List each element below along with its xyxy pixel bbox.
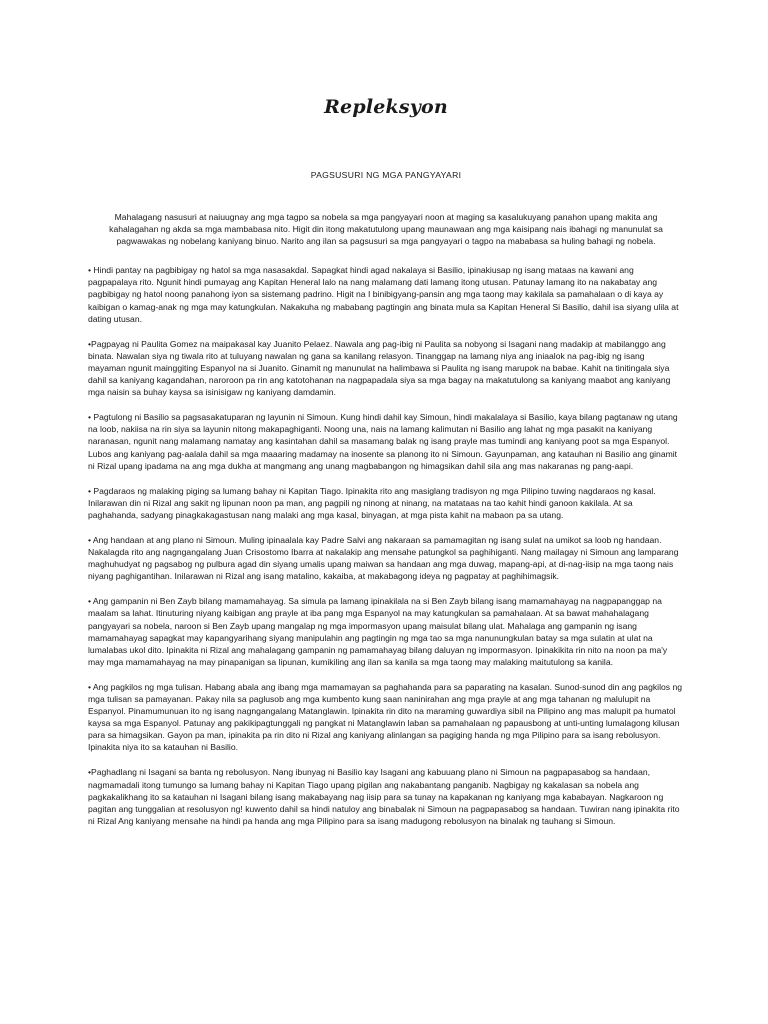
intro-paragraph: Mahalagang nasusuri at naiuugnay ang mga tagpo sa nobela sa mga pangyayari noon at maging sa kasalukuyang panahon upang makita ang kahalagahan ng akda sa mga mambabasa nito. Higit din itong makatutulong upang maunawaan ang mga kaisipang nais ibahagi ng manunulat sa pagwawakas ng nobelang kaniyang binuo. Narito ang ilan sa pagsusuri sa mga pangyayari o tagpo na mababasa sa huling bahagi ng nobela.: [109, 212, 663, 247]
analysis-paragraph-1: • Hindi pantay na pagbibigay ng hatol sa mga nasasakdal. Sapagkat hindi agad nakalaya si Basilio, ipinakiusap ng isang mataas na kawani ang pagpapalaya rito. Ngunit hindi pumayag ang Kapitan Heneral lalo na nang malamang dati lamang itong utusan. Patunay lamang ito na nakabatay ang pagbibigay ng hatol noong panahong iyon sa sistemang padrino. Higit na I binibigyang-pansin ang mga taong may kakilala sa pamahalaan o di kaya ay kaibigan o kamag-anak ng mga may katungkulan. Nakakuha ng mababang pagtingin ang binata mula sa Kapitan Heneral Si Basilio, dahil isa siyang ulila at dating utusan.: [88, 265, 679, 324]
document-title: Repleksyon: [324, 96, 448, 118]
analysis-paragraph-3: • Pagtulong ni Basilio sa pagsasakatuparan ng layunin ni Simoun. Kung hindi dahil kay Simoun, hindi makalalaya si Basilio, kaya bilang pagtanaw ng utang na loob, nakiisa na rin siya sa layunin nitong makapaghiganti. Noong una, nais na lamang kalimutan ni Basilio ang lahat ng mga pasakit na kaniyang naranasan, ngunit nang malamang namatay ang kasintahan dahil sa masamang balak ng isang prayle mas tumindi ang kaniyang poot sa mga Espanyol. Lubos ang kaniyang pag-aalala dahil sa mga maaaring madamay na inosente sa planong ito ni Simoun. Gayunpaman, ang katauhan ni Basilio ang ginamit ni Rizal upang ipadama na ang mga dukha at mangmang ang unang magbabangon ng himagsikan dahil sila ang mas nakaranas ng pang-aapi.: [88, 412, 678, 471]
analysis-list: [88, 264, 684, 827]
analysis-paragraph-2: •Pagpayag ni Paulita Gomez na maipakasal kay Juanito Pelaez. Nawala ang pag-ibig ni Paulita sa nobyong si Isagani nang madakip at mabilanggo ang binata. Nawalan siya ng tiwala rito at tuluyang nawalan ng gana sa kanilang relasyon. Tinanggap na lamang niya ang iniaalok na pag-ibig ng isang mayaman ngunit mainggiting Espanyol na si Juanito. Ginamit ng manunulat na halimbawa si Paulita ng isang marupok na babae. Kahit na tinitingala siya dahil sa kaniyang kagandahan, naroroon pa rin ang katotohanan na nagpapadala siya sa mga bagay na makatutulong sa kaniyang maabot ang kaniyang mga naisin sa buhay kaysa sa isinisigaw ng kaniyang damdamin.: [88, 338, 671, 398]
analysis-paragraph-8: •Paghadlang ni Isagani sa banta ng rebolusyon. Nang ibunyag ni Basilio kay Isagani ang kabuuang plano ni Simoun na pagpapasabog sa handaan, nagmamadali itong tumungo sa lumang bahay ni Kapitan Tiago upang pigilan ang nakabantang panganib. Nagbigay ng kakalasan sa nobela ang pagkakalikhang ito sa katauhan ni Isagani bilang isang makabayang nag iisip para sa tunay na kapakanan ng kaniyang mga kababayan. Nagkaroon ng pagitan ang tunggalian at resolusyon ng! kuwento dahil sa hindi natuloy ang binabalak ni Simoun na pagpapasabog sa handaan. Tuwiran nang ipinakita rito ni Rizal Ang kaniyang mensahe na hindi pa handa ang mga Pilipino para sa isang madugong rebolusyon na binalak ng tauhang si Simoun.: [88, 767, 680, 826]
analysis-paragraph-7: • Ang pagkilos ng mga tulisan. Habang abala ang ibang mga mamamayan sa paghahanda para sa paparating na kasalan. Sunod-sunod din ang pagkilos ng mga tulisan sa pamayanan. Pakay nila sa paglusob ang mga kumbento kung saan naninirahan ang mga prayle at ang mga tahanan ng malulupit na Espanyol. Pinamumunuan ito ng isang nagngangalang Matanglawin. Ipinakita rin dito na maraming guwardiya sibil na Pilipino ang mas malupit pa humatol kaysa sa mga Espanyol. Patunay ang pakikipagtunggali ng pangkat ni Matanglawin laban sa pamahalaan ng papausbong at unti-unting lumalagong kilusan para sa himagsikan. Gayon pa man, ipinakita pa rin dito ni Rizal ang kaniyang alinlangan sa pagiging handa ng mga Pilipino para sa isang rebolusyon. Ipinakita niya ito sa katauhan ni Basilio.: [88, 681, 683, 753]
analysis-paragraph-4: • Pagdaraos ng malaking piging sa lumang bahay ni Kapitan Tiago. Ipinakita rito ang masiglang tradisyon ng mga Pilipino tuwing nagdaraos ng kasal. Inilarawan din ni Rizal ang sakit ng lipunan noon pa man, ang pagpili ng ninong at ninang, na matataas na tao kahit hindi ganoon kakilala. At sa paghahanda, sadyang pinagkakagastusan nang malaki ang mga kasal, binyagan, at mga pista kahit na mabaon pa sa utang.: [88, 485, 656, 520]
document-subtitle: PAGSUSURI NG MGA PANGYAYARI: [310, 170, 462, 180]
analysis-paragraph-5: • Ang handaan at ang plano ni Simoun. Muling ipinaalala kay Padre Salvi ang nakaraan sa pamamagitan ng isang sulat na umikot sa loob ng handaan. Nakalagda rito ang nagngangalang Juan Crisostomo Ibarra at nakalakip ang mensahe patungkol sa paghihiganti. Nang mailagay ni Simoun ang lamparang maghuhudyat ng pagsabog ng pulbura agad din siyang umalis upang maiwan sa handaan ang mga duwag, mapang-api, at di-nag-iisip na mga taong nais niyang paghigantihan. Inilarawan ni Rizal ang isang matalino, kakaiba, at makabagong ideya ng pagpatay at paghihimagsik.: [88, 534, 679, 582]
analysis-paragraph-6: • Ang gampanin ni Ben Zayb bilang mamamahayag. Sa simula pa lamang ipinakilala na si Ben Zayb bilang isang mamamahayag na nagpapanggap na maalam sa lahat. Itinuturing niyang kaibigan ang prayle at iba pang mga Espanyol na may katungkulan sa pamahalaan. At sa bawat mahahalagang pangyayari sa nobela, naroon si Ben Zayb upang mangalap ng mga impormasyon upang maisulat bilang ulat. Mahalaga ang gampanin ng isang mamamahayag sapagkat may kapangyarihang siyang manipulahin ang pagtingin ng mga tao sa mga nanunungkulan batay sa mga sulatin at ulat na lumalabas ukol dito. Ipinakita ni Rizal ang mahalagang gampanin ng pamamahayag bilang daluyan ng impormasyon. Ipinakikita rin nito na noon pa ma'y may mga mamamahayag na may pinapanigan sa lipunan, kumikiling ang ilan sa kanila sa mga taong may malaking maitutulong sa kanila.: [88, 596, 668, 667]
